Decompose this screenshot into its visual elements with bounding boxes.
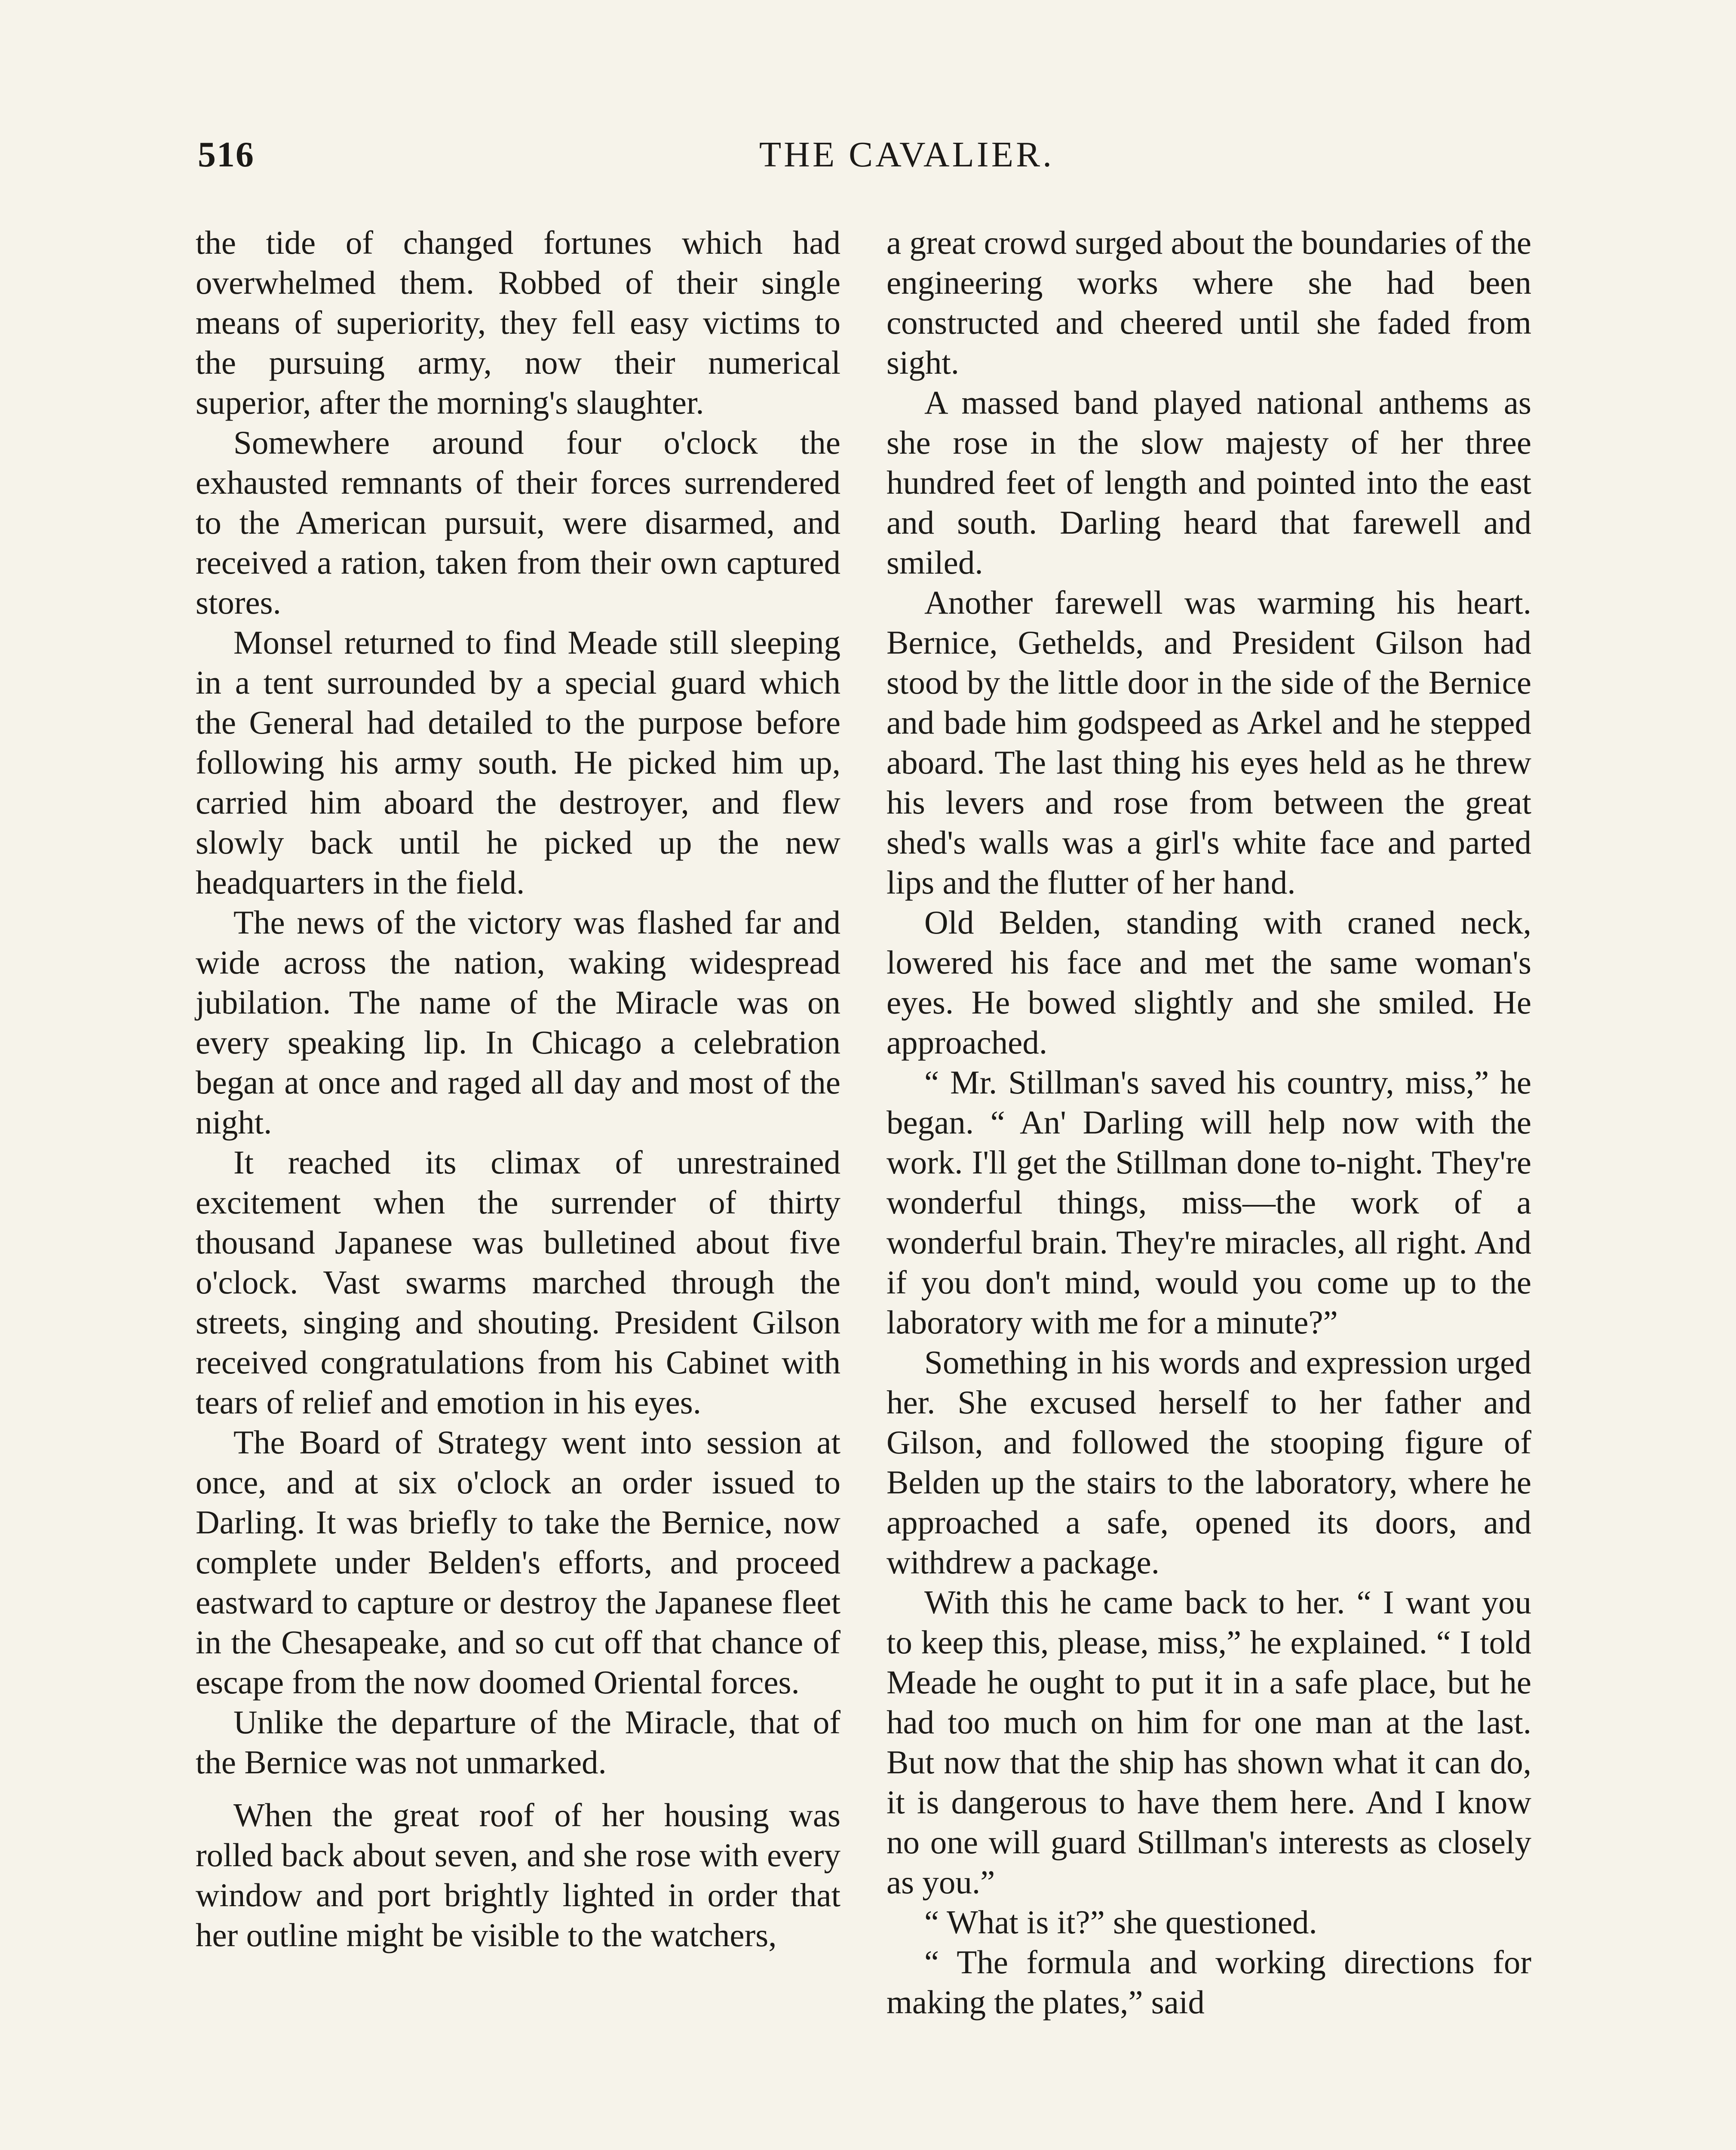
- paragraph: the tide of changed fortunes which had overwhelmed them. Robbed of their single means of superiority, they fell easy victims to the pursuing army, now their numerical superior, after the morning's slaughter.: [196, 224, 840, 421]
- paragraph: When the great roof of her housing was rolled back about seven, and she rose with every window and port brightly lighted in order that her outline might be visible to the watchers,: [196, 1797, 840, 1953]
- paragraph: It reached its climax of unrestrained excitement when the surrender of thirty thousand Japanese was bulletined about five o'clock. Vast swarms marched through the streets, singing and shouting. President Gilson received congratulations from his Cabinet with tears of relief and emotion in his eyes.: [196, 1144, 840, 1421]
- paragraph: Something in his words and expression urged her. She excused herself to her father and Gilson, and followed the stooping figure of Belden up the stairs to the laboratory, where he approached a safe, opened its doors, and withdrew a package.: [886, 1344, 1531, 1581]
- paragraph: Unlike the departure of the Miracle, that of the Bernice was not unmarked.: [196, 1704, 840, 1781]
- running-title: THE CAVALIER.: [759, 135, 1055, 175]
- paragraph: “ What is it?” she questioned.: [924, 1904, 1317, 1941]
- paragraph: “ The formula and working directions for making the plates,” said: [886, 1944, 1531, 2021]
- paragraph: Monsel returned to find Meade still sleeping in a tent surrounded by a special guard which the General had detailed to the purpose before following his army south. He picked him up, carried him aboard the destroyer, and flew slowly back until he picked up the new headquarters in the field.: [196, 624, 840, 901]
- paragraph: A massed band played national anthems as she rose in the slow majesty of her three hundred feet of length and pointed into the east and south. Darling heard that farewell and smiled.: [886, 384, 1531, 581]
- paragraph: Old Belden, standing with craned neck, lowered his face and met the same woman's eyes. He bowed slightly and she smiled. He approached.: [886, 904, 1531, 1061]
- paragraph: With this he came back to her. “ I want you to keep this, please, miss,” he explained. “ I told Meade he ought to put it in a safe place, but he had too much on him for one man at the last. But now that the ship has shown what it can do, it is dangerous to have them here. And I know no one will guard Stillman's interests as closely as you.”: [886, 1584, 1531, 1901]
- left-column: [196, 223, 840, 2150]
- paragraph: Somewhere around four o'clock the exhausted remnants of their forces surrendered to the American pursuit, were disarmed, and received a ration, taken from their own captured stores.: [196, 424, 840, 621]
- paragraph: a great crowd surged about the boundaries of the engineering works where she had been constructed and cheered until she faded from sight.: [886, 224, 1531, 381]
- paragraph: Another farewell was warming his heart. Bernice, Gethelds, and President Gilson had stood by the little door in the side of the Bernice and bade him godspeed as Arkel and he stepped aboard. The last thing his eyes held as he threw his levers and rose from between the great shed's walls was a girl's white face and parted lips and the flutter of her hand.: [886, 584, 1531, 901]
- paragraph: The news of the victory was flashed far and wide across the nation, waking widespread jubilation. The name of the Miracle was on every speaking lip. In Chicago a celebration began at once and raged all day and most of the night.: [196, 904, 840, 1141]
- paragraph: The Board of Strategy went into session at once, and at six o'clock an order issued to Darling. It was briefly to take the Bernice, now complete under Belden's efforts, and proceed eastward to capture or destroy the Japanese fleet in the Chesapeake, and so cut off that chance of escape from the now doomed Oriental forces.: [196, 1424, 840, 1701]
- paragraph: “ Mr. Stillman's saved his country, miss,” he began. “ An' Darling will help now with the work. I'll get the Stillman done to-night. They're wonderful things, miss—the work of a wonderful brain. They're miracles, all right. And if you don't mind, would you come up to the laboratory with me for a minute?”: [886, 1064, 1531, 1341]
- page-number: 516: [198, 135, 255, 175]
- right-column: [886, 223, 1531, 2150]
